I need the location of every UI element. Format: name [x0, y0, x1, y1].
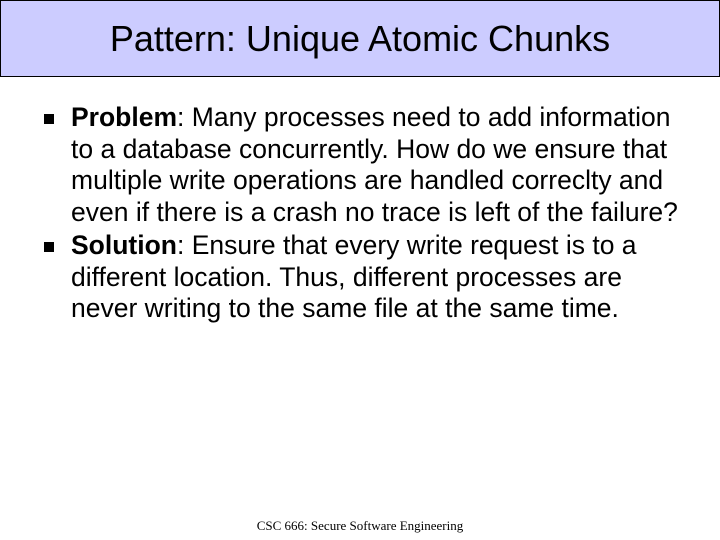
square-bullet-icon	[44, 114, 54, 124]
bullet-problem	[44, 102, 684, 228]
bullet-text-problem: : Many processes need to add information to a database concurrently. How do we ensure that multiple write operations are handled correclty and even if there is a crash no trace is left of the failure?	[71, 102, 678, 227]
slide-title: Pattern: Unique Atomic Chunks	[109, 17, 611, 59]
bullet-label-problem: Problem	[71, 102, 178, 132]
slide-footer: CSC 666: Secure Software Engineering	[256, 518, 464, 533]
square-bullet-icon	[44, 242, 54, 252]
title-bar	[0, 0, 720, 77]
bullet-text-solution: : Ensure that every write request is to a different location. Thus, different processes are never writing to the same file at the same time.	[71, 230, 637, 323]
bullet-solution	[44, 230, 684, 325]
slide-body	[44, 102, 684, 327]
bullet-label-solution: Solution	[71, 230, 177, 260]
